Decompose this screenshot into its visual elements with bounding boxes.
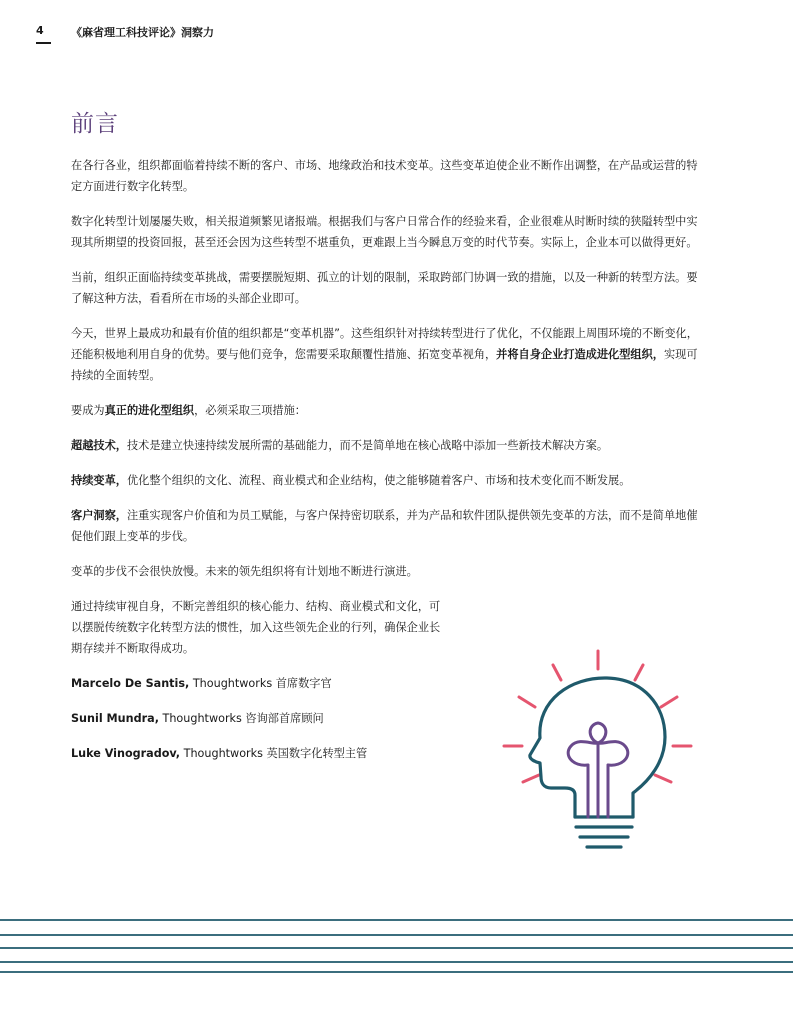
measure-1-text: 技术是建立快速持续发展所需的基础能力，而不是简单地在核心战略中添加一些新技术解决方案。: [126, 439, 609, 452]
p5-text-c: ，必须采取三项措施：: [194, 404, 306, 417]
p4-emphasis: 并将自身企业打造成进化型组织，: [496, 348, 664, 361]
measure-1: [71, 435, 701, 456]
p5-emphasis: 真正的进化型组织: [104, 404, 195, 417]
p5-text-a: 要成为: [71, 404, 105, 417]
paragraph-4: [71, 323, 701, 386]
measure-2-heading: 持续变革，: [71, 474, 127, 487]
paragraph-5: [71, 400, 701, 421]
signature-3-role: Thoughtworks 英国数字化转型主管: [180, 747, 368, 760]
measure-2-text: 优化整个组织的文化、流程、商业模式和企业结构，使之能够随着客户、市场和技术变化而不断发展。: [126, 474, 631, 487]
paragraph-10: 通过持续审视自身，不断完善组织的核心能力、结构、商业模式和文化，可以摆脱传统数字化转型方法的惯性，加入这些领先企业的行列，确保企业长期存续并不断取得成功。: [71, 600, 441, 655]
p4-text-a: 今天，世界上最成功和最有价值的组织都是“变革机器”。这些组织针对持续转型进行了优化，不仅能跟上周围环境的不断变化，还能积极地利用自身的优势。要与他们竞争，您需要采取颠覆性措施、拓宽变革视角，: [71, 327, 698, 361]
page-number-underline: [36, 42, 51, 44]
paragraph-1: 在各行各业，组织都面临着持续不断的客户、市场、地缘政治和技术变革。这些变革迫使企业不断作出调整，在产品或运营的特定方面进行数字化转型。: [71, 159, 698, 193]
page-number: 4: [36, 24, 44, 37]
signature-2-role: Thoughtworks 咨询部首席顾问: [158, 712, 324, 725]
p4-text-c: 实现可持续的全面转型。: [71, 348, 698, 382]
decorative-stripes: [0, 918, 793, 974]
measure-2: [71, 470, 701, 491]
measure-1-heading: 超越技术，: [71, 439, 127, 452]
paragraph-3: 当前，组织正面临持续变革挑战，需要摆脱短期、孤立的计划的限制，采取跨部门协调一致的措施，以及一种新的转型方法。要了解这种方法，看看所在市场的头部企业即可。: [71, 271, 698, 305]
measure-3-text: 注重实现客户价值和为员工赋能，与客户保持密切联系，并为产品和软件团队提供领先变革的方法，而不是简单地催促他们跟上变革的步伐。: [71, 509, 698, 543]
publication-title: 《麻省理工科技评论》洞察力: [71, 26, 214, 39]
measure-3-heading: 客户洞察，: [71, 509, 127, 522]
paragraph-9: 变革的步伐不会很快放慢。未来的领先组织将有计划地不断进行演进。: [71, 565, 418, 578]
paragraph-2: 数字化转型计划屡屡失败，相关报道频繁见诸报端。根据我们与客户日常合作的经验来看，企业很难从时断时续的狭隘转型中实现其所期望的投资回报，甚至还会因为这些转型不堪重负，更难跟上当今瞬息万变的时代节奏。实际上，企业本可以做得更好。: [71, 215, 698, 249]
lightbulb-head-icon: [495, 645, 700, 865]
signature-1-name: Marcelo De Santis,: [71, 677, 190, 690]
signature-1-role: Thoughtworks 首席数字官: [189, 677, 332, 690]
filament: [568, 723, 628, 817]
signature-2-name: Sunil Mundra,: [71, 712, 159, 725]
measure-3: [71, 505, 701, 547]
page-title: 前言: [71, 111, 119, 138]
signature-3-name: Luke Vinogradov,: [71, 747, 181, 760]
